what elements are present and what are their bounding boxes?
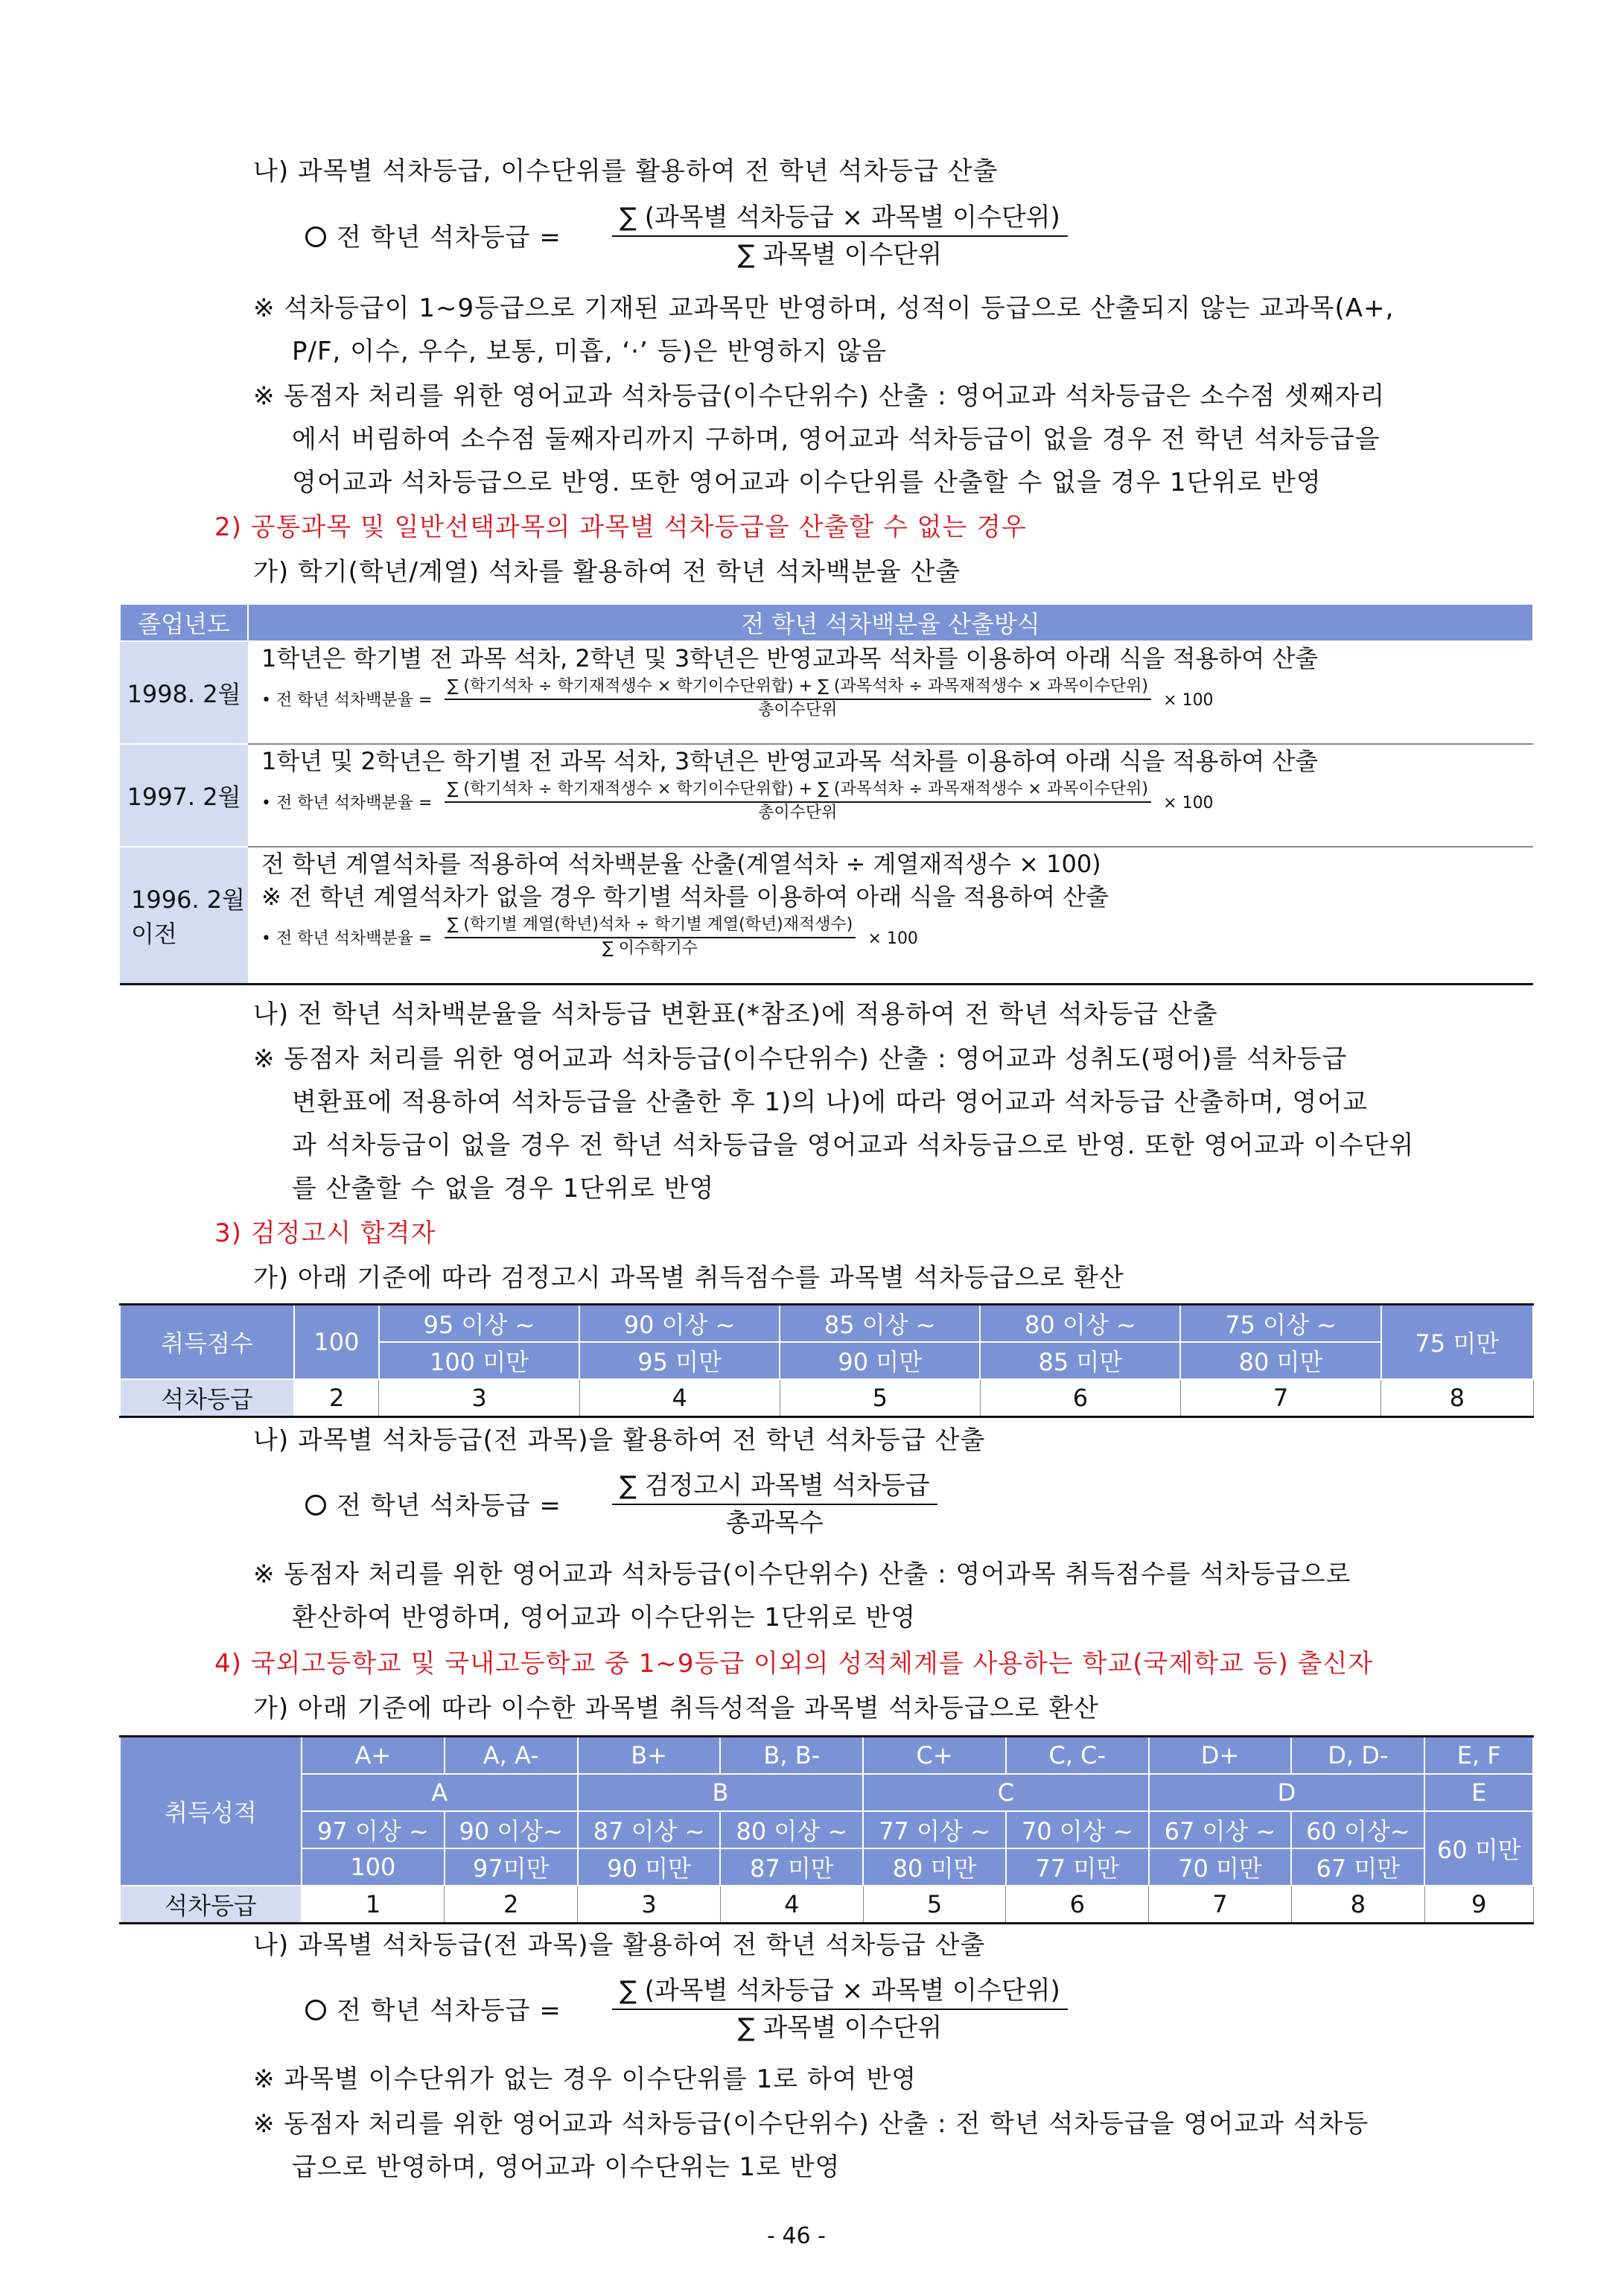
table1-fraction-1996	[445, 915, 856, 959]
table1-mul-1997: × 100	[1163, 794, 1214, 812]
table3-group-c: C	[863, 1774, 1148, 1811]
table1-fraction-1997	[445, 779, 1151, 824]
table3-range-7a: 60 이상~	[1291, 1811, 1424, 1848]
line-l3: 나) 전 학년 석차백분율을 석차등급 변환표(*참조)에 적용하여 전 학년 석차등급 산출	[253, 999, 1218, 1029]
table3-grade-5: 6	[1006, 1886, 1149, 1924]
heading-4: 4) 국외고등학교 및 국내고등학교 중 1~9등급 이외의 성적체계를 사용하는 학교(국제학교 등) 출신자	[214, 1649, 1374, 1679]
formula2-denominator: 총과목수	[725, 1508, 824, 1538]
table3-grade-2: 3	[578, 1886, 721, 1924]
line-l6: 가) 아래 기준에 따라 이수한 과목별 취득성적을 과목별 석차등급으로 환산	[253, 1694, 1099, 1723]
bullet-circle-icon	[305, 226, 326, 247]
table1-year-1996-line1: 1996. 2월	[131, 885, 246, 914]
table3-grade-1: 2	[445, 1886, 578, 1924]
table3-label-grade: 석차등급	[120, 1886, 302, 1924]
formula3-denominator: ∑ 과목별 이수단위	[737, 2013, 943, 2043]
table1-mul-1996: × 100	[867, 929, 918, 948]
note-3a: ※ 동점자 처리를 위한 영어교과 석차등급(이수단위수) 산출 : 영어교과 성취도(평어)를 석차등급	[253, 1044, 1348, 1074]
formula2-numerator: ∑ 검정고시 과목별 석차등급	[612, 1471, 937, 1505]
table3-range-4b: 80 미만	[863, 1848, 1006, 1886]
line-l1: 나) 과목별 석차등급, 이수단위를 활용하여 전 학년 석차등급 산출	[253, 156, 999, 186]
table3-letter-2: B+	[578, 1737, 721, 1775]
heading-2: 2) 공통과목 및 일반선택과목의 과목별 석차등급을 산출할 수 없는 경우	[214, 512, 1027, 542]
table1-mul-1998: × 100	[1163, 691, 1214, 710]
note-1b: P/F, 이수, 우수, 보통, 미흡, ‘·’ 등)은 반영하지 않음	[292, 337, 888, 366]
table1-den-1998: 총이수단위	[758, 701, 838, 719]
table1-method-1997	[248, 744, 1533, 847]
note-3b: 변환표에 적용하여 석차등급을 산출한 후 1)의 나)에 따라 영어교과 석차등급 산출하며, 영어교	[292, 1087, 1369, 1117]
note-4a: ※ 동점자 처리를 위한 영어교과 석차등급(이수단위수) 산출 : 영어과목 취득점수를 석차등급으로	[253, 1559, 1351, 1589]
table1-header-year: 졸업년도	[120, 604, 248, 641]
table2-grade-3: 5	[780, 1379, 980, 1417]
line-l5: 나) 과목별 석차등급(전 과목)을 활용하여 전 학년 석차등급 산출	[253, 1425, 986, 1455]
foreign-grade-table	[119, 1735, 1534, 1924]
table3-letter-4: C+	[863, 1737, 1006, 1775]
table1-year-1996	[120, 847, 248, 984]
table1-label-1996: • 전 학년 석차백분율 =	[261, 929, 433, 948]
table3-grade-4: 5	[863, 1886, 1006, 1924]
table3-group-b: B	[578, 1774, 863, 1811]
table2-grade-5: 7	[1180, 1379, 1381, 1417]
table1-desc-1998: 1학년은 학기별 전 과목 석차, 2학년 및 3학년은 반영교과목 석차를 이용하여 아래 식을 적용하여 산출	[261, 644, 1319, 672]
table3-group-a: A	[302, 1774, 578, 1811]
table2-grade-2: 4	[579, 1379, 780, 1417]
line-l4: 가) 아래 기준에 따라 검정고시 과목별 취득점수를 과목별 석차등급으로 환산	[253, 1263, 1124, 1293]
note-5: ※ 과목별 이수단위가 없는 경우 이수단위를 1로 하여 반영	[253, 2064, 917, 2094]
table3-range-4a: 77 이상 ~	[863, 1811, 1006, 1848]
table3-letter-3: B, B-	[720, 1737, 863, 1775]
formula1-denominator: ∑ 과목별 이수단위	[737, 240, 943, 270]
table2-score-4b: 85 미만	[980, 1342, 1180, 1379]
table3-range-0b: 100	[302, 1848, 445, 1886]
formula2-fraction	[612, 1471, 937, 1538]
table3-range-5a: 70 이상 ~	[1006, 1811, 1149, 1848]
table2-grade-4: 6	[980, 1379, 1180, 1417]
formula3-label: 전 학년 석차등급 =	[305, 1994, 561, 2027]
table1-num-1996: ∑ (학기별 계열(학년)석차 ÷ 학기별 계열(학년)재적생수)	[445, 915, 856, 938]
page-number: - 46 -	[767, 2223, 826, 2249]
note-3c: 과 석차등급이 없을 경우 전 학년 석차등급을 영어교과 석차등급으로 반영. 또한 영어교과 이수단위	[292, 1130, 1415, 1160]
line-l7: 나) 과목별 석차등급(전 과목)을 활용하여 전 학년 석차등급 산출	[253, 1930, 986, 1960]
table1-desc-1997: 1학년 및 2학년은 학기별 전 과목 석차, 3학년은 반영교과목 석차를 이용하여 아래 식을 적용하여 산출	[261, 747, 1319, 775]
table1-method-1998	[248, 641, 1533, 744]
table1-year-1997: 1997. 2월	[120, 744, 248, 847]
table2-score-3b: 90 미만	[780, 1342, 980, 1379]
table2-score-4a: 80 이상 ~	[980, 1305, 1180, 1343]
table3-letter-0: A+	[302, 1737, 445, 1775]
table2-grade-6: 8	[1381, 1379, 1533, 1417]
table3-range-6b: 70 미만	[1149, 1848, 1292, 1886]
table3-grade-3: 4	[720, 1886, 863, 1924]
table3-range-1b: 97미만	[445, 1848, 578, 1886]
table1-year-1998: 1998. 2월	[120, 641, 248, 744]
table1-num-1998: ∑ (학기석차 ÷ 학기재적생수 × 학기이수단위합) + ∑ (과목석차 ÷ 과목재적생수 × 과목이수단위)	[445, 676, 1151, 700]
table1-label-1997: • 전 학년 석차백분율 =	[261, 794, 433, 812]
table2-score-2a: 90 이상 ~	[579, 1305, 780, 1343]
formula1-numerator: ∑ (과목별 석차등급 × 과목별 이수단위)	[612, 203, 1068, 237]
table3-group-e: E	[1424, 1774, 1533, 1811]
formula3-fraction	[612, 1976, 1068, 2043]
table3-range-7b: 67 미만	[1291, 1848, 1424, 1886]
note-4b: 환산하여 반영하며, 영어교과 이수단위는 1단위로 반영	[292, 1603, 917, 1632]
table1-year-1996-line2: 이전	[131, 919, 177, 948]
table3-grade-7: 8	[1291, 1886, 1424, 1924]
table3-grade-6: 7	[1149, 1886, 1292, 1924]
table3-letter-8: E, F	[1424, 1737, 1533, 1775]
table2-grade-0: 2	[294, 1379, 379, 1417]
table3-range-1a: 90 이상~	[445, 1811, 578, 1848]
table3-letter-6: D+	[1149, 1737, 1292, 1775]
table1-desc-1996-b: ※ 전 학년 계열석차가 없을 경우 학기별 석차를 이용하여 아래 식을 적용하여 산출	[261, 883, 1109, 911]
table3-range-2a: 87 이상 ~	[578, 1811, 721, 1848]
table3-group-d: D	[1149, 1774, 1425, 1811]
formula1-fraction	[612, 203, 1068, 270]
table2-score-1a: 95 이상 ~	[379, 1305, 579, 1343]
note-2a: ※ 동점자 처리를 위한 영어교과 석차등급(이수단위수) 산출 : 영어교과 석차등급은 소수점 셋째자리	[253, 381, 1386, 411]
note-2b: 에서 버림하여 소수점 둘째자리까지 구하며, 영어교과 석차등급이 없을 경우 전 학년 석차등급을	[292, 424, 1381, 454]
table2-score-0: 100	[294, 1305, 379, 1380]
table2-score-2b: 95 미만	[579, 1342, 780, 1379]
formula3-numerator: ∑ (과목별 석차등급 × 과목별 이수단위)	[612, 1976, 1068, 2010]
table3-grade-8: 9	[1424, 1886, 1533, 1924]
table3-range-3a: 80 이상 ~	[720, 1811, 863, 1848]
line-l2: 가) 학기(학년/계열) 석차를 활용하여 전 학년 석차백분율 산출	[253, 557, 961, 587]
table2-score-6: 75 미만	[1381, 1305, 1533, 1380]
table1-desc-1996-a: 전 학년 계열석차를 적용하여 석차백분율 산출(계열석차 ÷ 계열재적생수 × 100)	[261, 850, 1101, 878]
note-6a: ※ 동점자 처리를 위한 영어교과 석차등급(이수단위수) 산출 : 전 학년 석차등급을 영어교과 석차등	[253, 2109, 1369, 2139]
table2-score-3a: 85 이상 ~	[780, 1305, 980, 1343]
table3-label-score: 취득성적	[120, 1737, 302, 1886]
table2-label-score: 취득점수	[120, 1305, 294, 1380]
table3-letter-5: C, C-	[1006, 1737, 1149, 1775]
table1-num-1997: ∑ (학기석차 ÷ 학기재적생수 × 학기이수단위합) + ∑ (과목석차 ÷ 과목재적생수 × 과목이수단위)	[445, 779, 1151, 803]
table2-label-grade: 석차등급	[120, 1379, 294, 1417]
table1-method-1996	[248, 847, 1533, 984]
table1-header-method: 전 학년 석차백분율 산출방식	[248, 604, 1533, 641]
note-3d: 를 산출할 수 없을 경우 1단위로 반영	[292, 1174, 715, 1203]
formula1-label: 전 학년 석차등급 =	[305, 221, 561, 254]
table2-grade-1: 3	[379, 1379, 579, 1417]
table3-grade-0: 1	[302, 1886, 445, 1924]
bullet-circle-icon	[305, 1495, 326, 1516]
table1-den-1996: ∑ 이수학기수	[602, 939, 698, 958]
note-6b: 급으로 반영하며, 영어교과 이수단위는 1로 반영	[292, 2152, 841, 2182]
table3-range-0a: 97 이상 ~	[302, 1811, 445, 1848]
note-1a: ※ 석차등급이 1~9등급으로 기재된 교과목만 반영하며, 성적이 등급으로 산출되지 않는 교과목(A+,	[253, 293, 1395, 323]
table2-score-5a: 75 이상 ~	[1180, 1305, 1381, 1343]
table1-den-1997: 총이수단위	[758, 804, 838, 822]
table1-fraction-1998	[445, 676, 1151, 721]
ged-score-table	[119, 1303, 1534, 1418]
bullet-circle-icon	[305, 2000, 326, 2020]
percentile-method-table	[119, 603, 1534, 985]
table3-range-5b: 77 미만	[1006, 1848, 1149, 1886]
table3-range-3b: 87 미만	[720, 1848, 863, 1886]
table3-letter-1: A, A-	[445, 1737, 578, 1775]
formula2-label: 전 학년 석차등급 =	[305, 1489, 561, 1522]
table2-score-5b: 80 미만	[1180, 1342, 1381, 1379]
table3-range-8: 60 미만	[1424, 1811, 1533, 1886]
table3-range-2b: 90 미만	[578, 1848, 721, 1886]
note-2c: 영어교과 석차등급으로 반영. 또한 영어교과 이수단위를 산출할 수 없을 경우 1단위로 반영	[292, 468, 1322, 497]
table3-range-6a: 67 이상 ~	[1149, 1811, 1292, 1848]
table3-letter-7: D, D-	[1291, 1737, 1424, 1775]
table2-score-1b: 100 미만	[379, 1342, 579, 1379]
table1-label-1998: • 전 학년 석차백분율 =	[261, 691, 433, 710]
heading-3: 3) 검정고시 합격자	[214, 1218, 436, 1248]
